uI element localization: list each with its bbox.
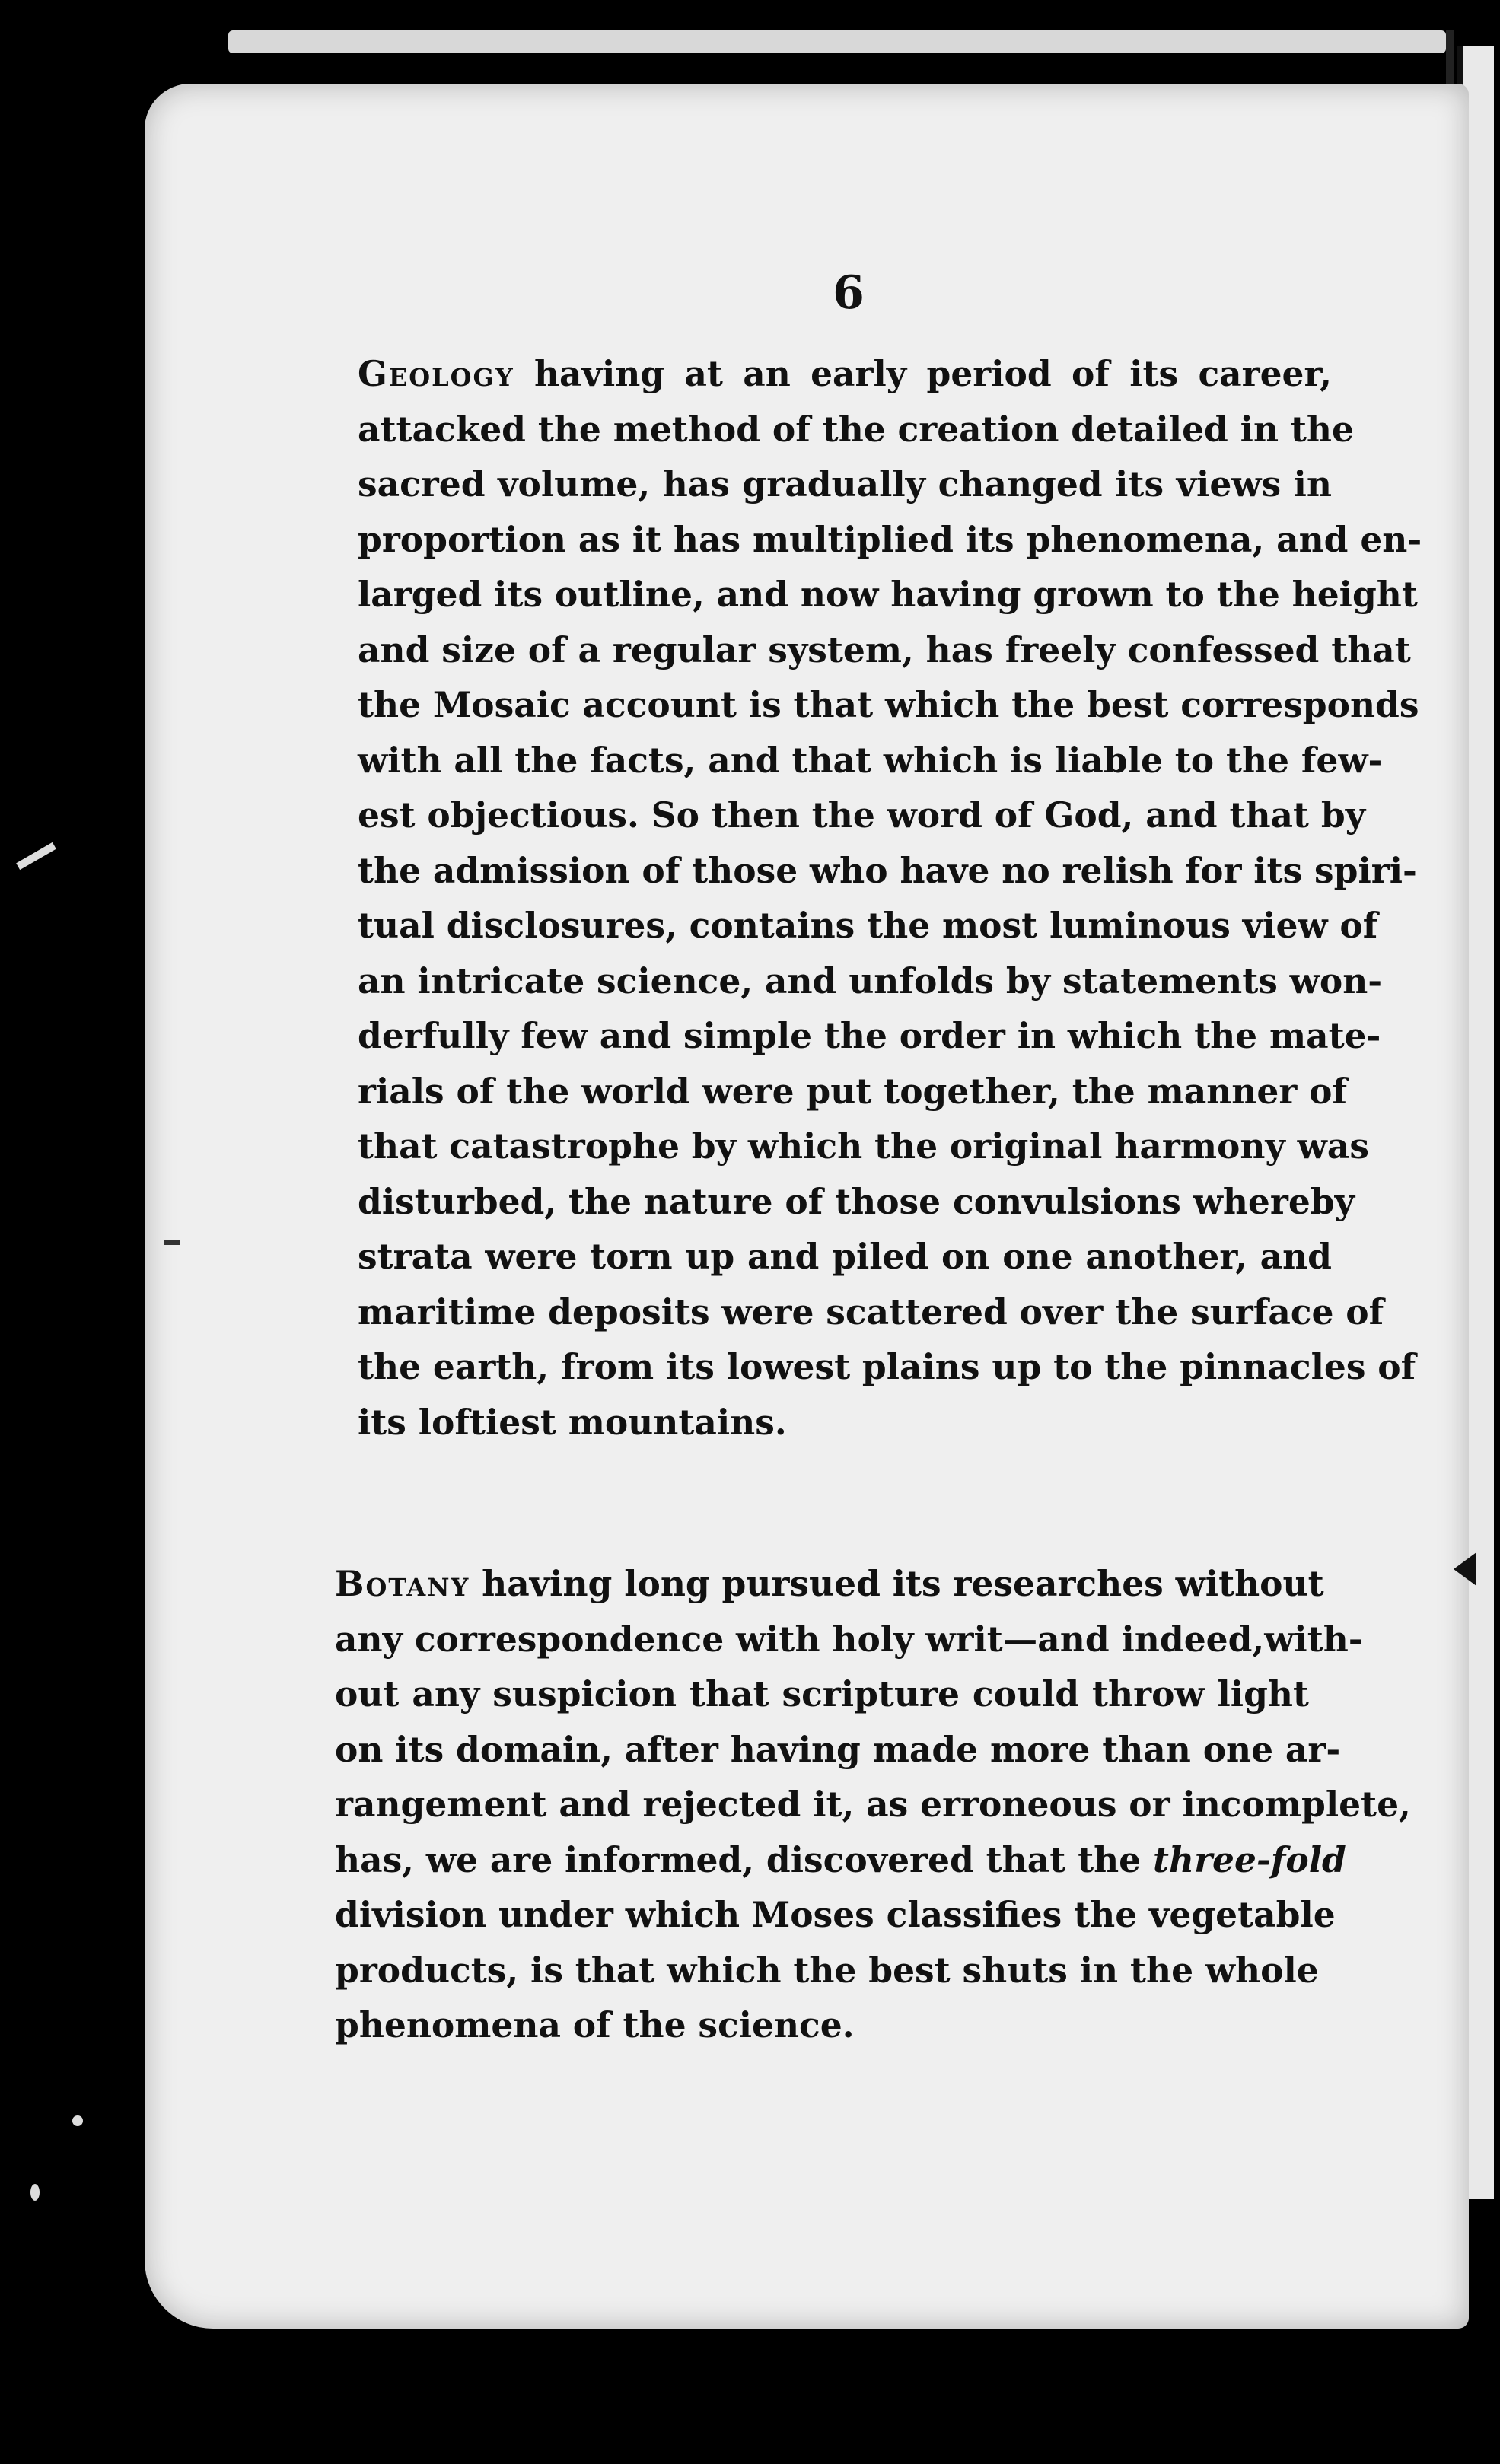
text-line: maritime deposits were scattered over the surface of [358,1291,1384,1332]
text-line: out any suspicion that scripture could throw light [335,1673,1309,1714]
text-line: the admission of those who have no relish for its spiri- [358,849,1417,891]
text-line: disturbed, the nature of those convulsions whereby [358,1180,1355,1222]
text-line: the Mosaic account is that which the best corresponds [358,684,1419,725]
page-number: 6 [833,266,865,320]
text-line: with all the facts, and that which is liable to the few- [358,739,1383,781]
text-line: rangement and rejected it, as erroneous or incomplete, [335,1784,1411,1825]
text-line: tual disclosures, contains the most luminous view of [358,905,1378,946]
text-line: division under which Moses classifies the vegetable [335,1894,1336,1935]
text-line: products, is that which the best shuts in the whole [335,1949,1319,1991]
lead-word: Botany [335,1563,470,1604]
text-line: strata were torn up and piled on one another, and [358,1236,1332,1277]
text-line: and size of a regular system, has freely confessed that [358,629,1411,670]
text-line: has, we are informed, discovered that the three-fold [335,1838,1346,1880]
text-line: sacred volume, has gradually changed its views in [358,463,1332,505]
text-line: on its domain, after having made more than one ar- [335,1728,1341,1770]
text-line: an intricate science, and unfolds by statements won- [358,960,1383,1001]
text-line: that catastrophe by which the original harmony was [358,1125,1369,1167]
text-line: larged its outline, and now having grown to the height [358,574,1418,615]
text-line: its loftiest mountains. [358,1401,787,1443]
text-line: attacked the method of the creation detailed in the [358,408,1354,450]
scan-artifact [72,2115,83,2126]
text-line: proportion as it has multiplied its phenomena, and en- [358,518,1422,560]
lead-word: Geology [358,353,514,394]
text-line: derfully few and simple the order in which the mate- [358,1015,1381,1056]
italic-emphasis: three-fold [1152,1838,1346,1880]
text-line: Botany having long pursued its researches without [335,1563,1324,1604]
text-line: phenomena of the science. [335,2004,855,2045]
text-line: any correspondence with holy writ—and indeed,with- [335,1618,1363,1660]
page-marker-icon [1454,1552,1476,1586]
page-top-edge [228,30,1446,53]
paragraph-geology [358,346,1422,1450]
text-line: est objectious. So then the word of God, and that by [358,794,1366,836]
paragraph-botany [335,1556,1411,2053]
text-line: the earth, from its lowest plains up to the pinnacles of [358,1346,1416,1387]
scan-artifact [30,2184,40,2201]
text-line: rials of the world were put together, the manner of [358,1070,1348,1112]
text-line: Geology having at an early period of its career, [358,353,1332,394]
scan-artifact [164,1240,180,1245]
